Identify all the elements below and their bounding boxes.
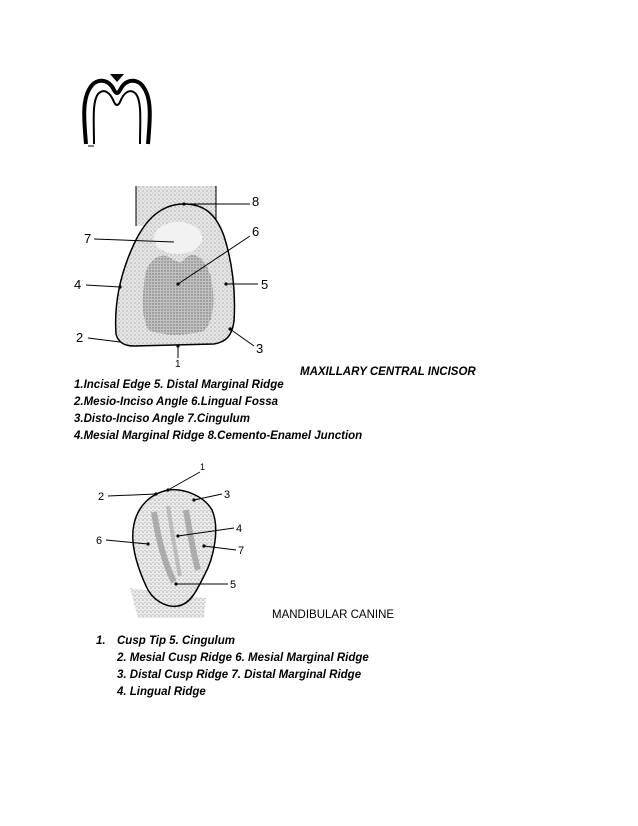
tooth-crown-cross-section-icon bbox=[80, 70, 155, 150]
callout-6: 6 bbox=[96, 535, 103, 547]
callout-4: 4 bbox=[74, 277, 82, 292]
callout-5: 5 bbox=[230, 579, 237, 591]
legend-line: Cusp Tip 5. Cingulum bbox=[117, 635, 235, 647]
legend-line: 4. Lingual Ridge bbox=[117, 686, 206, 698]
callout-5: 5 bbox=[261, 277, 269, 292]
figure2-caption: MANDIBULAR CANINE bbox=[272, 609, 395, 621]
callout-4: 4 bbox=[236, 523, 243, 535]
callout-2: 2 bbox=[76, 330, 84, 345]
legend-line: 4.Mesial Marginal Ridge 8.Cemento-Enamel Junction bbox=[74, 430, 363, 442]
legend-line: 2.Mesio-Inciso Angle 6.Lingual Fossa bbox=[74, 396, 279, 408]
callout-7: 7 bbox=[238, 545, 245, 557]
callout-2: 2 bbox=[98, 491, 105, 503]
callout-7: 7 bbox=[84, 231, 92, 246]
mandibular-canine-diagram-icon bbox=[94, 458, 254, 618]
callout-1: 1 bbox=[175, 359, 181, 368]
legend-line: 2. Mesial Cusp Ridge 6. Mesial Marginal Ridge bbox=[117, 652, 369, 664]
callout-3: 3 bbox=[224, 489, 231, 501]
callout-8: 8 bbox=[252, 194, 260, 209]
callout-6: 6 bbox=[252, 224, 260, 239]
legend-number: 1. bbox=[96, 635, 106, 647]
callout-3: 3 bbox=[256, 341, 264, 356]
legend-line: 1.Incisal Edge 5. Distal Marginal Ridge bbox=[74, 379, 284, 391]
figure1-caption: MAXILLARY CENTRAL INCISOR bbox=[300, 366, 476, 378]
maxillary-central-incisor-diagram-icon bbox=[74, 186, 274, 368]
legend-line: 3.Disto-Inciso Angle 7.Cingulum bbox=[74, 413, 250, 425]
callout-1: 1 bbox=[200, 462, 206, 472]
legend-line: 3. Distal Cusp Ridge 7. Distal Marginal Ridge bbox=[117, 669, 362, 681]
figure1-legend bbox=[74, 377, 362, 445]
